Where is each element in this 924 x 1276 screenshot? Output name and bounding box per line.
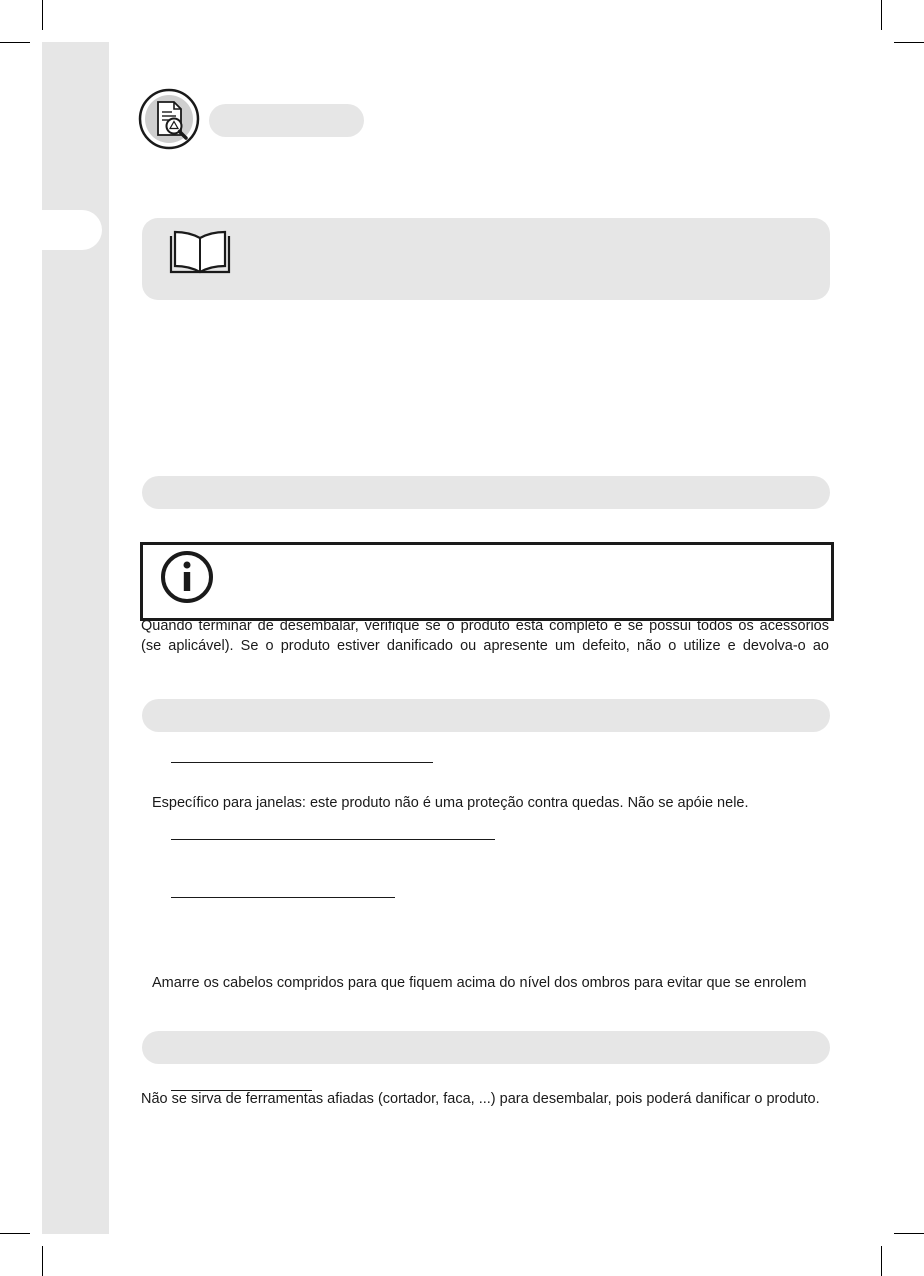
document-warning-icon — [138, 88, 200, 150]
open-book-icon — [167, 228, 233, 278]
section-header-bar — [142, 1031, 830, 1064]
section-title-pill — [209, 104, 364, 137]
section-header-bar — [142, 476, 830, 509]
unpacking-line-1: Quando terminar de desembalar, verifique se o produto está completo e se possui todos os acessórios — [141, 618, 829, 634]
crop-mark — [881, 0, 882, 30]
crop-mark — [0, 42, 30, 43]
crop-mark — [0, 1233, 30, 1234]
read-manual-box — [142, 218, 830, 300]
section-header-bar — [142, 699, 830, 732]
unpacking-line-2: (se aplicável). Se o produto estiver danificado ou apresente um defeito, não o utilize e devolva-o ao — [141, 638, 829, 654]
crop-mark — [894, 42, 924, 43]
info-icon — [160, 550, 214, 604]
subheading-underline — [171, 839, 495, 840]
crop-mark — [894, 1233, 924, 1234]
subheading-underline — [171, 762, 433, 763]
sidebar-tab — [42, 210, 102, 250]
crop-mark — [42, 0, 43, 30]
tools-warning-text: Não se sirva de ferramentas afiadas (cortador, faca, ...) para desembalar, pois poderá danificar o produto. — [141, 1091, 820, 1107]
hair-safety-text: Amarre os cabelos compridos para que fiquem acima do nível dos ombros para evitar que se enrolem — [152, 975, 807, 991]
crop-mark — [881, 1246, 882, 1276]
subheading-underline — [171, 897, 395, 898]
unpacking-paragraph — [141, 616, 829, 656]
windows-safety-text: Específico para janelas: este produto não é uma proteção contra quedas. Não se apóie nele. — [152, 795, 749, 811]
crop-mark — [42, 1246, 43, 1276]
info-notice-box — [140, 542, 834, 621]
